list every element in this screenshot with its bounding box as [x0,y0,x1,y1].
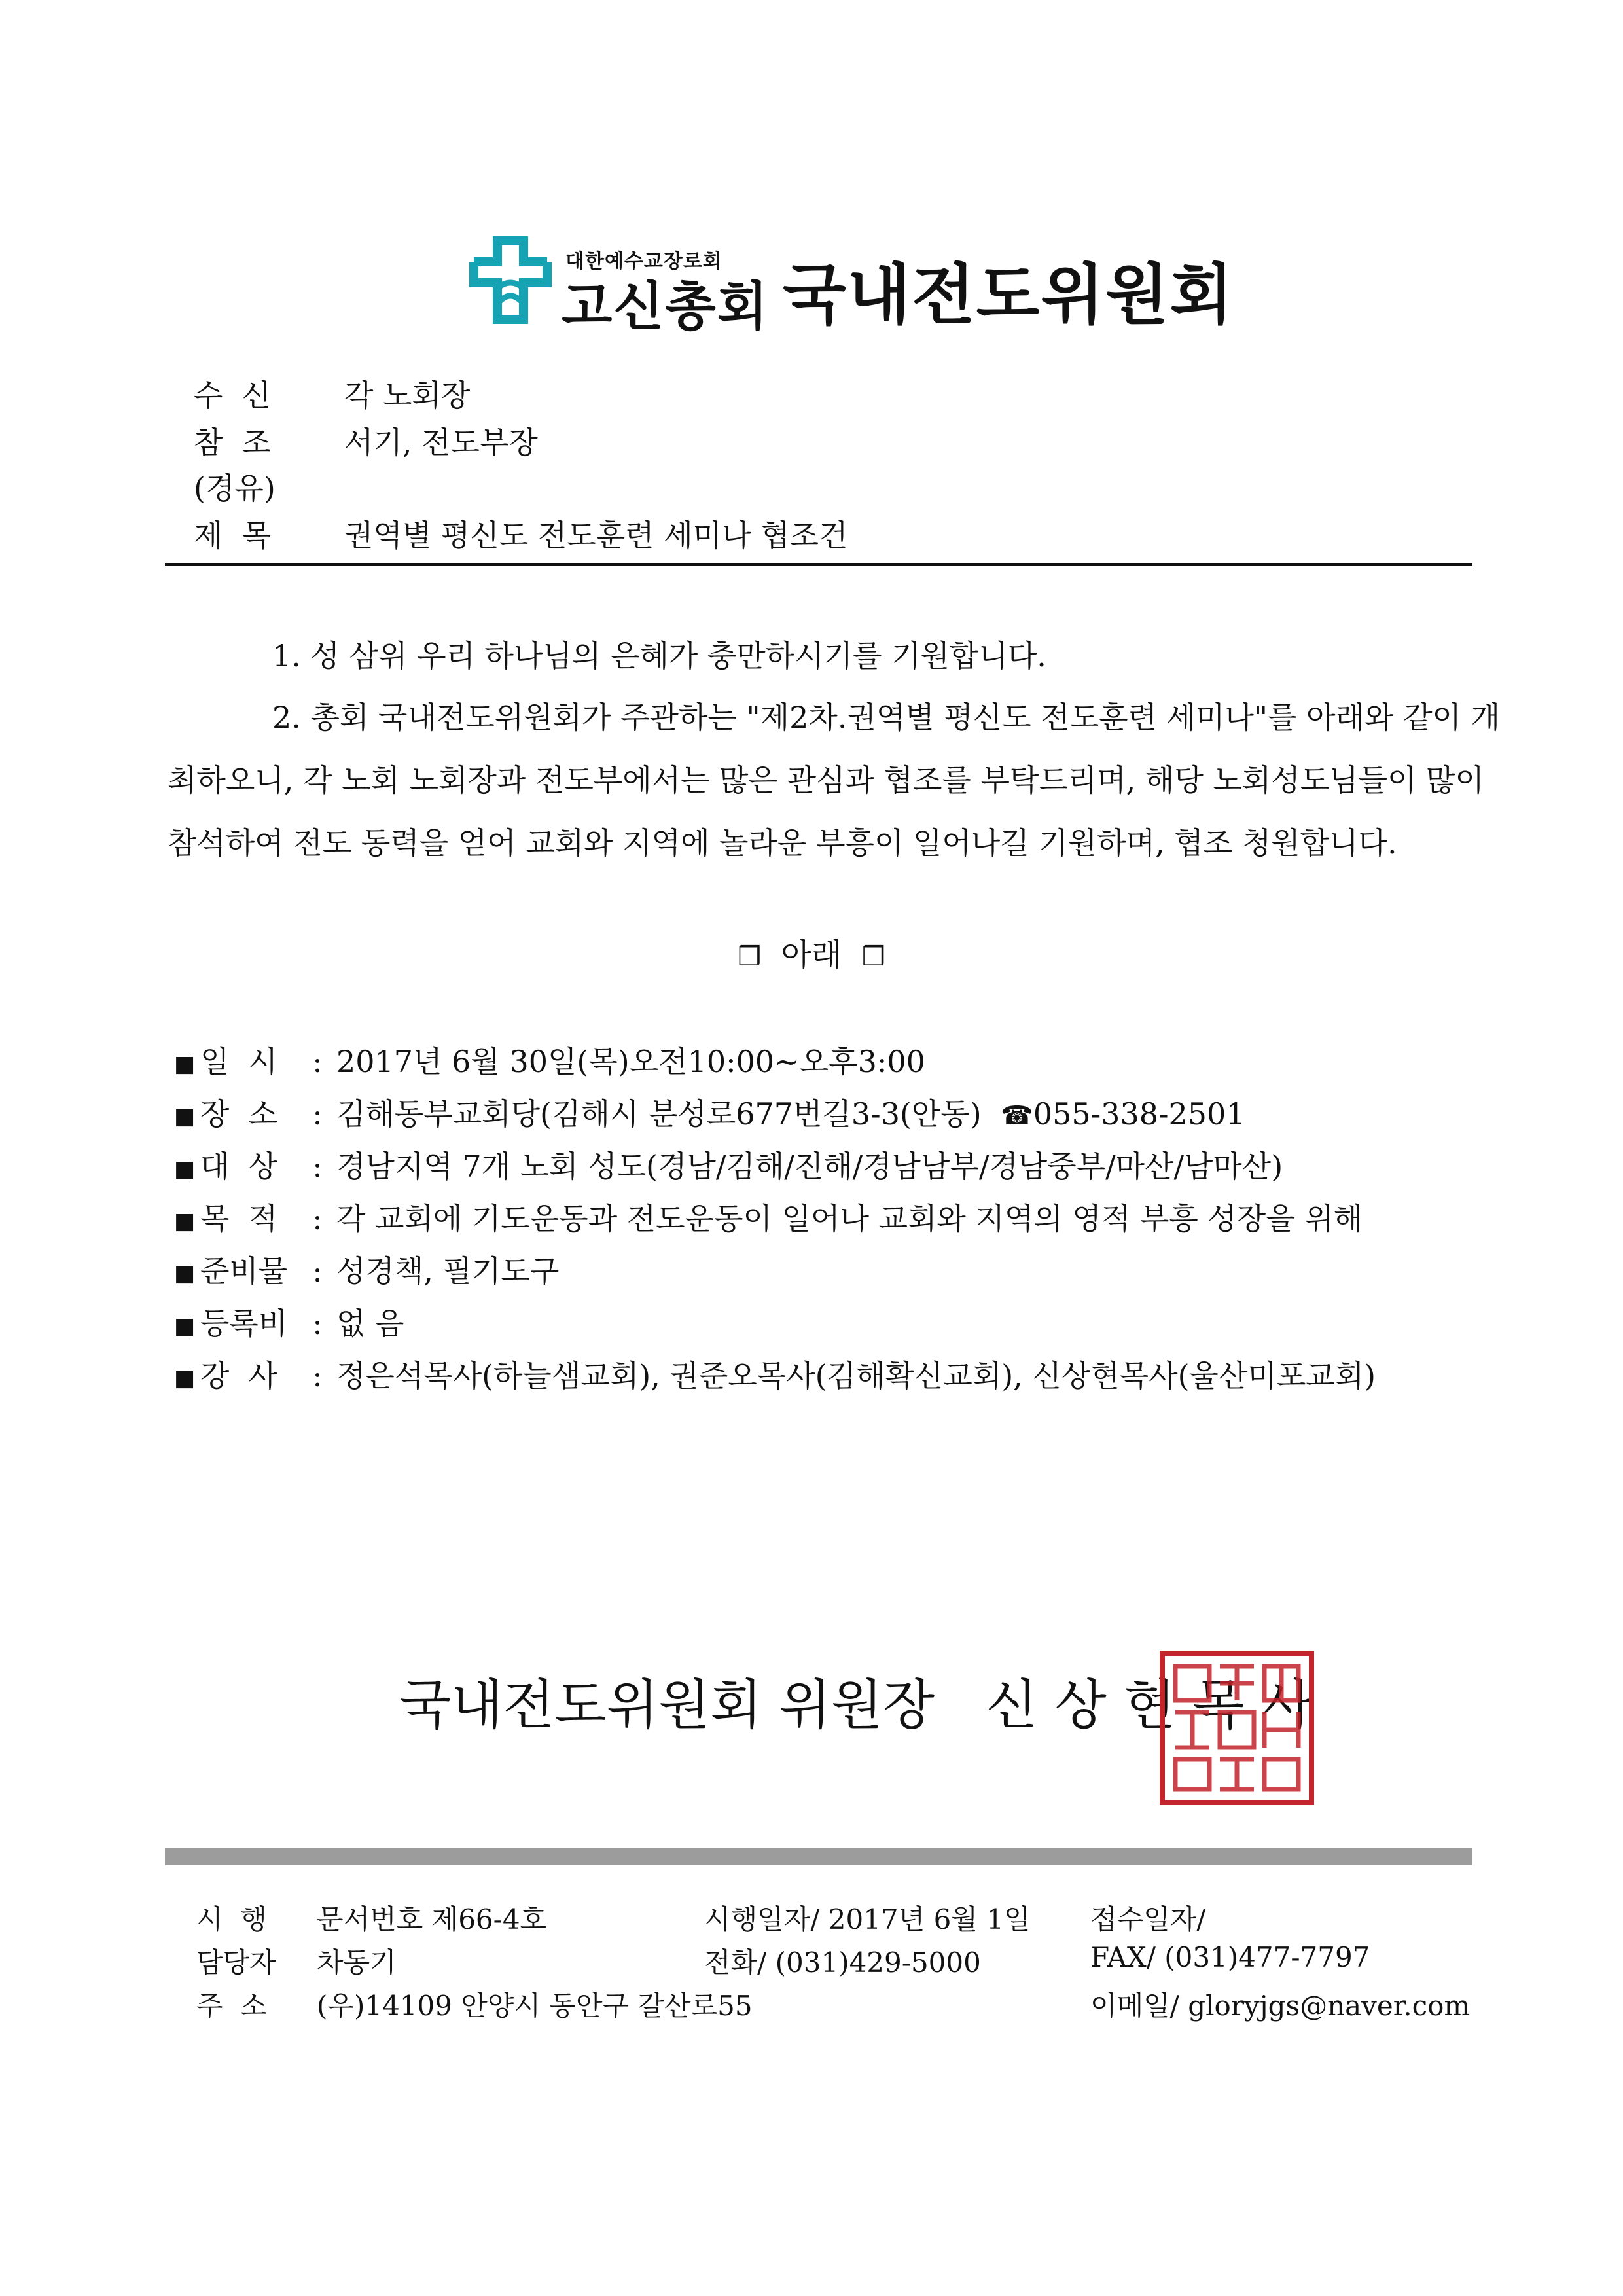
footer-email: 이메일/ gloryjgs@naver.com [1090,1990,1471,2022]
org-subtitle: 대한예수교장로회 [565,250,722,273]
detail-fee: ■ 등록비 : 없 음 [174,1300,404,1343]
bullet-icon: ■ [174,1156,196,1182]
org-name: 고신총회 [562,276,770,337]
body-paragraph-2-line-1: 2. 총회 국내전도위원회가 주관하는 "제2차.권역별 평신도 전도훈련 세미나"를 아래와 같이 개 [272,700,1501,735]
footer-receipt-date: 접수일자/ [1090,1903,1206,1935]
detail-date: ■ 일 시 : 2017년 6월 30일(목)오전10:00~오후3:00 [174,1038,925,1081]
recipient-value: 각 노회장 [344,378,471,413]
reference-value: 서기, 전도부장 [344,425,538,460]
detail-value: 2017년 6월 30일(목)오전10:00~오후3:00 [336,1044,925,1079]
bullet-icon: ■ [174,1208,196,1234]
subject-value: 권역별 평신도 전도훈련 세미나 협조건 [344,518,848,553]
bullet-icon: ■ [174,1103,196,1130]
footer-fax: FAX/ (031)477-7797 [1090,1941,1370,1973]
detail-phone: 055-338-2501 [1033,1096,1245,1132]
body-paragraph-2-line-2: 최하오니, 각 노회 노회장과 전도부에서는 많은 관심과 협조를 부탁드리며, 해당 노회성도님들이 많이 [168,762,1484,798]
detail-value: 없 음 [336,1306,404,1341]
detail-purpose: ■ 목 적 : 각 교회에 기도운동과 전도운동이 일어나 교회와 지역의 영적 부흥 성장을 위해 [174,1195,1363,1238]
bullet-icon: ■ [174,1051,196,1077]
detail-supplies: ■ 준비물 : 성경책, 필기도구 [174,1247,559,1291]
subject-label: 제 목 [194,518,272,553]
detail-label: 장 소 [200,1096,278,1132]
denomination-logo [469,236,552,325]
detail-label: 등록비 [200,1306,288,1341]
detail-target: ■ 대 상 : 경남지역 7개 노회 성도(경남/김해/진해/경남남부/경남중부/마산/남마산) [174,1143,1283,1186]
detail-value: 경남지역 7개 노회 성도(경남/김해/진해/경남남부/경남중부/마산/남마산) [336,1149,1283,1184]
footer-issue-label: 시 행 [196,1903,267,1935]
committee-title: 국내전도위원회 [783,257,1235,333]
detail-value: 정은석목사(하늘샘교회), 권준오목사(김해확신교회), 신상현목사(울산미포교회) [336,1358,1376,1393]
bullet-icon: ■ [174,1365,196,1391]
bullet-icon: ■ [174,1313,196,1339]
notice-heading-text: 아래 [781,937,842,973]
signature-line: 국내전도위원회 위원장 신 상 현 목 사 [399,1674,1313,1736]
detail-label: 준비물 [200,1253,288,1289]
box-icon: ❒ [738,942,762,972]
box-icon: ❒ [861,942,885,972]
recipient-label: 수 신 [194,378,272,413]
phone-icon: ☎ [1001,1101,1033,1131]
detail-label: 목 적 [200,1201,278,1236]
detail-place: ■ 장 소 : 김해동부교회당(김해시 분성로677번길3-3(안동) ☎055-338-2501 [174,1090,1245,1134]
footer-address-label: 주 소 [196,1990,267,2022]
detail-speakers: ■ 강 사 : 정은석목사(하늘샘교회), 권준오목사(김해확신교회), 신상현목사(울산미포교회) [174,1352,1376,1395]
notice-heading [0,929,1623,975]
detail-value: 김해동부교회당(김해시 분성로677번길3-3(안동) [336,1096,982,1132]
body-paragraph-1: 1. 성 삼위 우리 하나님의 은혜가 충만하시기를 기원합니다. [272,638,1046,673]
via-label: (경유) [194,471,276,506]
header-divider [165,563,1472,566]
official-seal [1158,1649,1315,1806]
footer-manager: 차동기 [317,1946,397,1979]
footer-doc-number: 문서번호 제66-4호 [317,1903,547,1935]
detail-label: 일 시 [200,1044,278,1079]
detail-value: 각 교회에 기도운동과 전도운동이 일어나 교회와 지역의 영적 부흥 성장을 위해 [336,1201,1363,1236]
footer-divider [165,1848,1472,1865]
footer-issue-date: 시행일자/ 2017년 6월 1일 [704,1903,1031,1935]
detail-label: 대 상 [200,1149,278,1184]
footer-address: (우)14109 안양시 동안구 갈산로55 [317,1990,753,2022]
bullet-icon: ■ [174,1261,196,1287]
footer-phone: 전화/ (031)429-5000 [704,1946,981,1979]
detail-value: 성경책, 필기도구 [336,1253,560,1289]
reference-label: 참 조 [194,425,272,460]
body-paragraph-2-line-3: 참석하여 전도 동력을 얻어 교회와 지역에 놀라운 부흥이 일어나길 기원하며, 협조 청원합니다. [168,825,1397,861]
detail-label: 강 사 [200,1358,278,1393]
footer-manager-label: 담당자 [196,1946,276,1979]
